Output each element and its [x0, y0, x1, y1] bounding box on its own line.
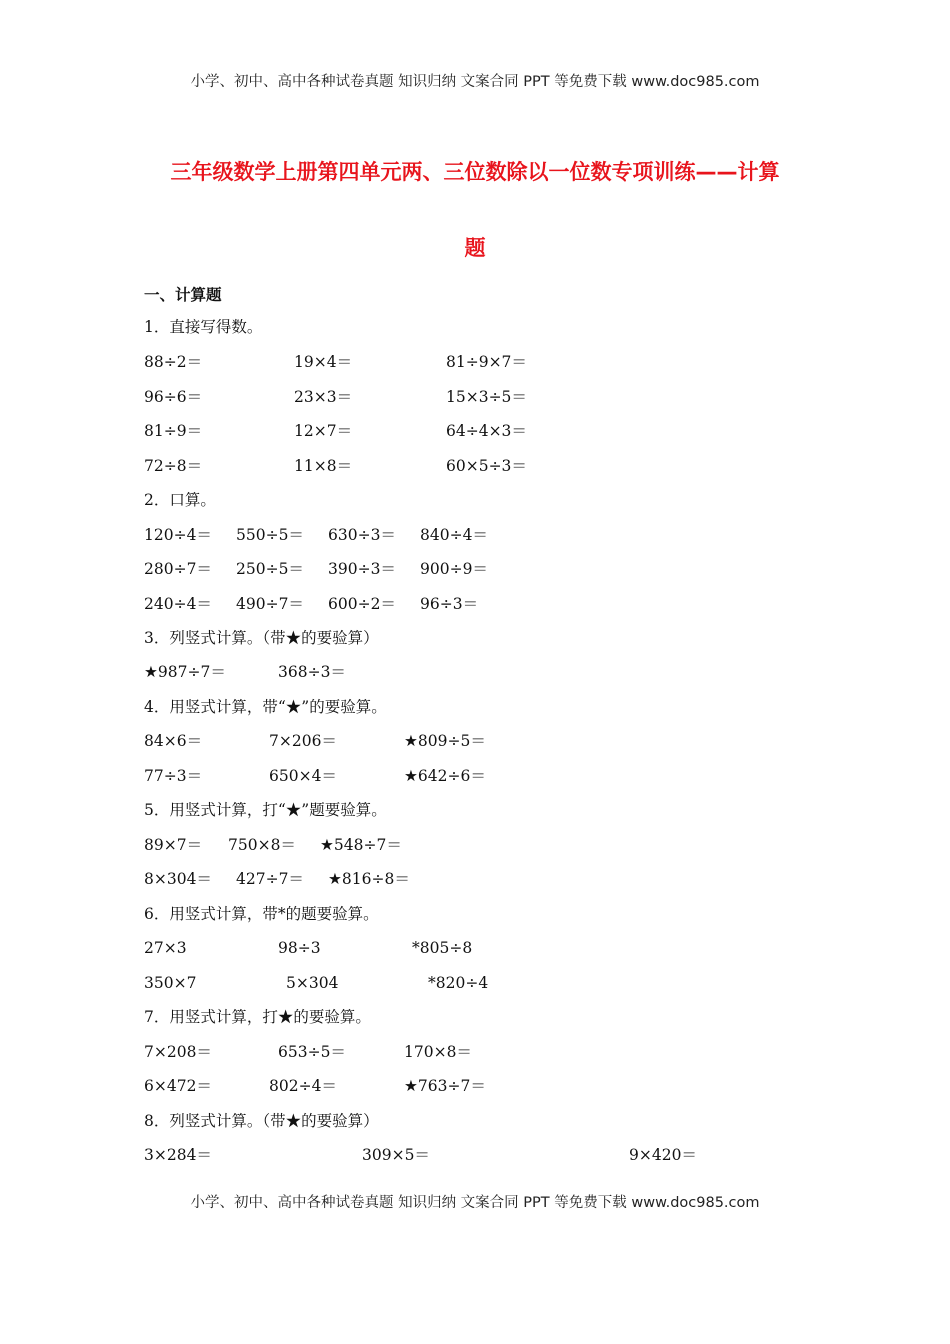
q6-label: 6．用竖式计算，带*的题要验算。	[144, 905, 379, 923]
problem: 77÷3＝	[144, 767, 203, 785]
problem: 550÷5＝	[236, 526, 304, 544]
problem: 900÷9＝	[420, 560, 488, 578]
problem: 89×7＝	[144, 836, 203, 854]
problem: 600÷2＝	[328, 595, 396, 613]
problem: 3×284＝	[144, 1146, 212, 1164]
problem: 390÷3＝	[328, 560, 396, 578]
problem: 368÷3＝	[278, 663, 346, 681]
q3-label: 3．列竖式计算。（带★的要验算）	[144, 629, 379, 647]
problem: 81÷9×7＝	[446, 353, 527, 371]
problem: 802÷4＝	[269, 1077, 337, 1095]
problem: 15×3÷5＝	[446, 388, 527, 406]
problem: 7×206＝	[269, 732, 337, 750]
problem: ★816÷8＝	[328, 870, 410, 888]
problem: 120÷4＝	[144, 526, 212, 544]
problem: ★763÷7＝	[404, 1077, 486, 1095]
problem: 630÷3＝	[328, 526, 396, 544]
problem: 280÷7＝	[144, 560, 212, 578]
problem: 27×3	[144, 939, 187, 957]
problem: 81÷9＝	[144, 422, 203, 440]
problem: 7×208＝	[144, 1043, 212, 1061]
problem: 64÷4×3＝	[446, 422, 527, 440]
problem: 23×3＝	[294, 388, 353, 406]
problem: ★809÷5＝	[404, 732, 486, 750]
problem: 250÷5＝	[236, 560, 304, 578]
problem: *820÷4	[428, 974, 489, 992]
problem: ★548÷7＝	[320, 836, 402, 854]
problem: 427÷7＝	[236, 870, 304, 888]
problem: 309×5＝	[362, 1146, 430, 1164]
problem: 60×5÷3＝	[446, 457, 527, 475]
problem: 12×7＝	[294, 422, 353, 440]
problem: 98÷3	[278, 939, 321, 957]
problem: 240÷4＝	[144, 595, 212, 613]
q7-label: 7．用竖式计算，打★的要验算。	[144, 1008, 371, 1026]
problem: ★987÷7＝	[144, 663, 226, 681]
problem: 5×304	[286, 974, 339, 992]
problem: 84×6＝	[144, 732, 203, 750]
q4-label: 4．用竖式计算，带“★”的要验算。	[144, 698, 387, 716]
problem: 650×4＝	[269, 767, 337, 785]
page-footer: 小学、初中、高中各种试卷真题 知识归纳 文案合同 PPT 等免费下载 www.doc985.com	[190, 1195, 760, 1211]
page-header: 小学、初中、高中各种试卷真题 知识归纳 文案合同 PPT 等免费下载 www.doc985.com	[190, 74, 760, 90]
problem: 6×472＝	[144, 1077, 212, 1095]
problem: 750×8＝	[228, 836, 296, 854]
q1-label: 1．直接写得数。	[144, 318, 263, 336]
problem: 96÷6＝	[144, 388, 203, 406]
q5-label: 5．用竖式计算，打“★”题要验算。	[144, 801, 387, 819]
problem: *805÷8	[412, 939, 473, 957]
q8-label: 8．列竖式计算。（带★的要验算）	[144, 1112, 379, 1130]
problem: 19×4＝	[294, 353, 353, 371]
page-title: 三年级数学上册第四单元两、三位数除以一位数专项训练——计算	[170, 160, 780, 184]
problem: ★642÷6＝	[404, 767, 486, 785]
q2-label: 2．口算。	[144, 491, 216, 509]
page-title-continued: 题	[464, 236, 486, 260]
problem: 11×8＝	[294, 457, 353, 475]
problem: 8×304＝	[144, 870, 212, 888]
problem: 72÷8＝	[144, 457, 203, 475]
problem: 88÷2＝	[144, 353, 203, 371]
problem: 840÷4＝	[420, 526, 488, 544]
problem: 96÷3＝	[420, 595, 479, 613]
problem: 490÷7＝	[236, 595, 304, 613]
problem: 170×8＝	[404, 1043, 472, 1061]
problem: 9×420＝	[629, 1146, 697, 1164]
problem: 350×7	[144, 974, 197, 992]
problem: 653÷5＝	[278, 1043, 346, 1061]
section-heading: 一、计算题	[144, 286, 222, 304]
